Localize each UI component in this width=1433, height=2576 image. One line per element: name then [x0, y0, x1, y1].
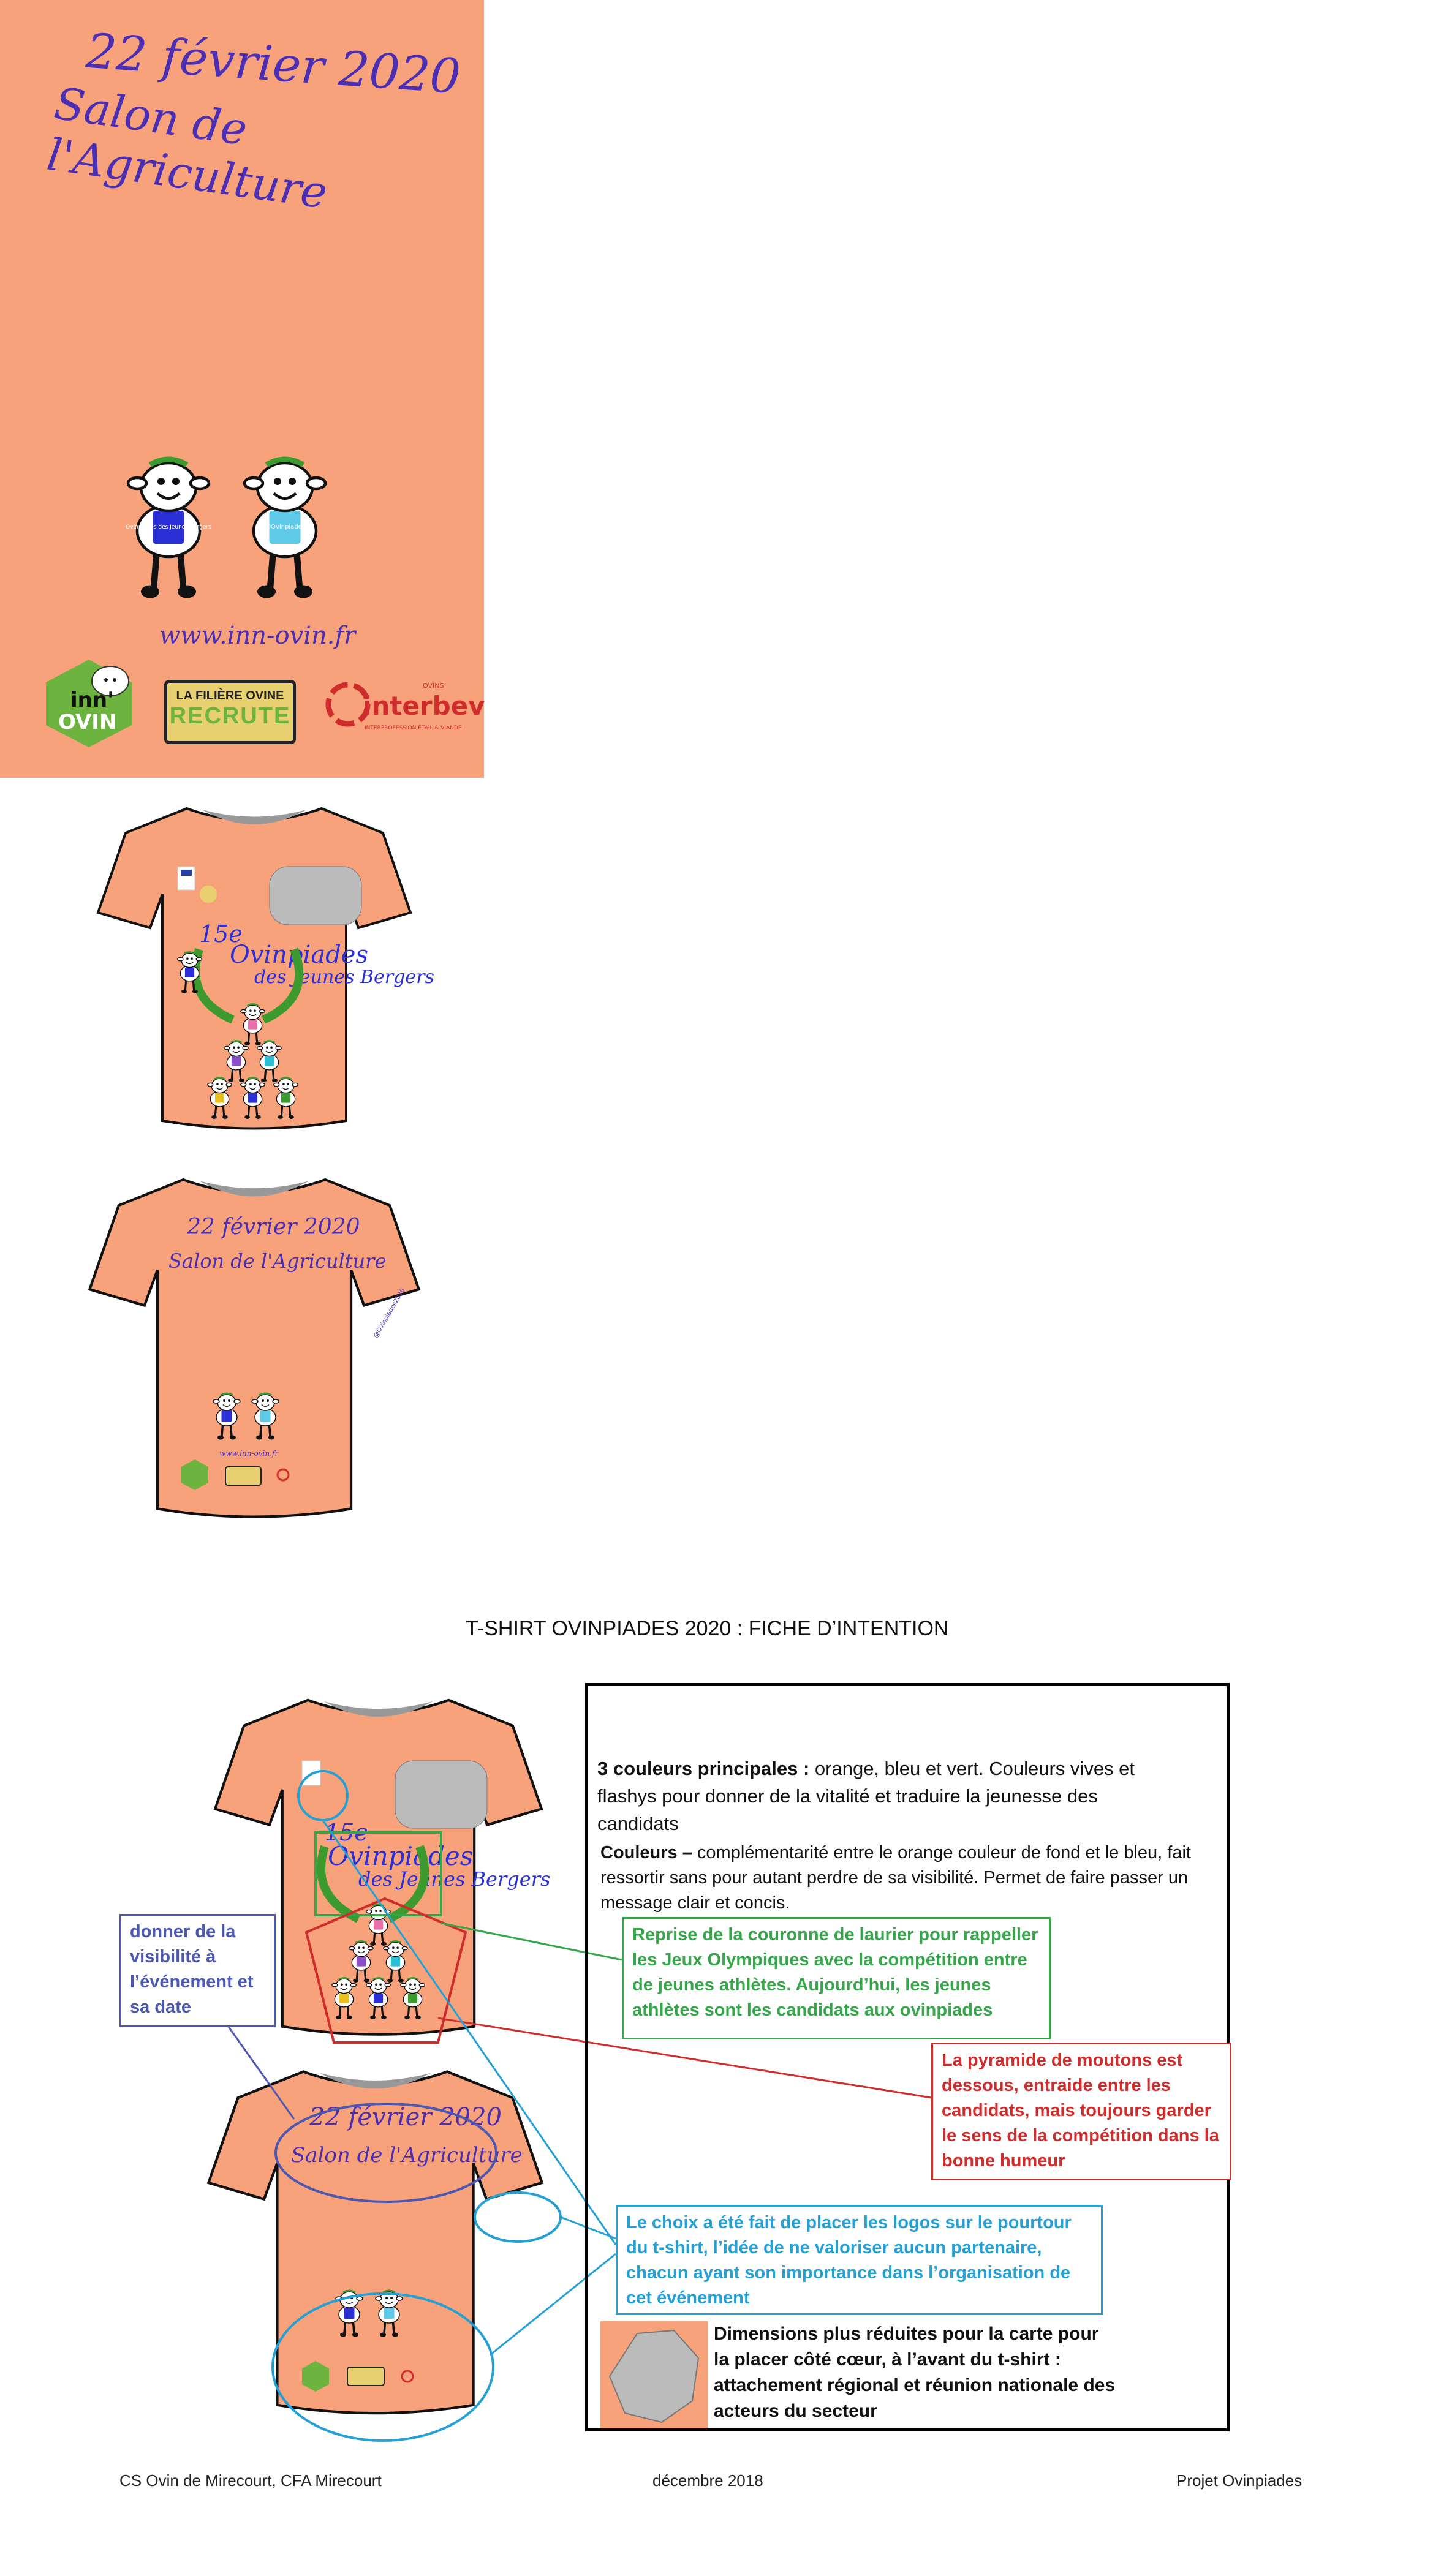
filiere-logo-top: LA FILIÈRE OVINE [176, 689, 284, 702]
annotated-front-subtitle: des Jeunes Bergers [358, 1867, 551, 1891]
filiere-logo [164, 680, 296, 744]
couleurs-paragraph [600, 1840, 1207, 1916]
annot-ellipse-date [276, 2104, 496, 2202]
footer-right: Projet Ovinpiades [1176, 2471, 1303, 2490]
france-map-icon [270, 867, 361, 925]
document-title: T-SHIRT OVINPIADES 2020 : FICHE D’INTENTION [466, 1617, 949, 1640]
annot-ellipse-sleeve [475, 2193, 561, 2242]
tshirt-back [86, 1167, 423, 1528]
tshirt-front [92, 796, 434, 1139]
annotated-back-date: 22 février 2020 [309, 2103, 502, 2131]
note-laurel: Reprise de la couronne de laurier pour rappeller les Jeux Olympiques avec la compétition entre de jeunes athlètes. Aujourd’hui, les jeunes athlètes sont les candidats aux ovinpiades [622, 1917, 1051, 2039]
front-number: 15e [199, 921, 243, 947]
note-visibility: donner de la visibilité à l’événement et sa date [119, 1914, 276, 2027]
poster [0, 0, 484, 778]
france-map-thumb-icon [610, 2330, 698, 2422]
poster-salon-title: Salon de l'Agriculture [43, 77, 331, 219]
sheep-bib-right: @Ovinpiades [265, 524, 305, 530]
front-name: Ovinpiades [230, 941, 368, 969]
couleurs-label: Couleurs – [600, 1843, 692, 1862]
annotated-front-number: 15e [325, 1819, 368, 1846]
poster-date: 22 février 2020 [84, 23, 463, 105]
innovin-logo [40, 657, 138, 748]
annot-circle-top-logo [298, 1771, 347, 1820]
poster-url: www.inn-ovin.fr [159, 622, 356, 650]
dimensions-text: Dimensions plus réduites pour la carte pour la placer côté cœur, à l’avant du t-shirt : attachement régional et réunion nationale des acteurs du secteur [714, 2324, 1116, 2421]
colors-paragraph [597, 1755, 1161, 1837]
note-logos: Le choix a été fait de placer les logos sur le pourtour du t-shirt, l’idée de ne valoriser aucun partenaire, chacun ayant son importance dans l’organisation de cet événement [616, 2205, 1103, 2315]
annot-pentagon-pyramid [306, 1899, 466, 2043]
back-url: www.inn-ovin.fr [219, 1449, 279, 1458]
front-subtitle: des Jeunes Bergers [254, 966, 434, 988]
footer-left: CS Ovin de Mirecourt, CFA Mirecourt [119, 2471, 382, 2490]
annot-ellipse-logos [273, 2294, 493, 2441]
sheep-bib-left: Ovinpiades des Jeunes Bergers [126, 524, 211, 530]
interbev-logo-text: interbev [363, 691, 485, 721]
innovin-logo-top: inn' [70, 688, 114, 712]
map-thumbnail [600, 2321, 708, 2428]
couleurs-text: complémentarité entre le orange couleur de fond et le bleu, fait ressortir sans pour autant perdre de sa visibilité. Permet de faire passer un message clair et concis. [600, 1843, 1191, 1913]
colors-label: 3 couleurs principales : [597, 1758, 810, 1779]
back-filiere-logo-icon [225, 1467, 261, 1485]
colors-text: orange, bleu et vert. Couleurs vives et flashys pour donner de la vitalité et traduire la jeunesse des candidats [597, 1758, 1135, 1834]
annotated-back-salon: Salon de l'Agriculture [291, 2143, 523, 2167]
interbev-logo [325, 677, 485, 744]
interbev-logo-ovins: OVINS [423, 682, 444, 690]
poster-sheep-pair [123, 450, 355, 609]
annot-rect-laurel [316, 1832, 441, 1915]
seal-icon [200, 886, 217, 903]
innovin-logo-bottom: OVIN [58, 710, 117, 734]
footer-center: décembre 2018 [652, 2471, 763, 2490]
interbev-logo-sub: INTERPROFESSION ÉTAIL & VIANDE [365, 725, 462, 731]
back-sleeve-tag: @Ovinpiades2020 [372, 1287, 407, 1339]
filiere-logo-bottom: RECRUTE [169, 703, 291, 729]
note-pyramid: La pyramide de moutons est dessous, entraide entre les candidats, mais toujours garder le sens de la compétition dans la bonne humeur [931, 2043, 1231, 2180]
back-salon: Salon de l'Agriculture [168, 1249, 387, 1273]
back-date: 22 février 2020 [187, 1215, 360, 1240]
annotated-front-name: Ovinpiades [328, 1841, 474, 1871]
